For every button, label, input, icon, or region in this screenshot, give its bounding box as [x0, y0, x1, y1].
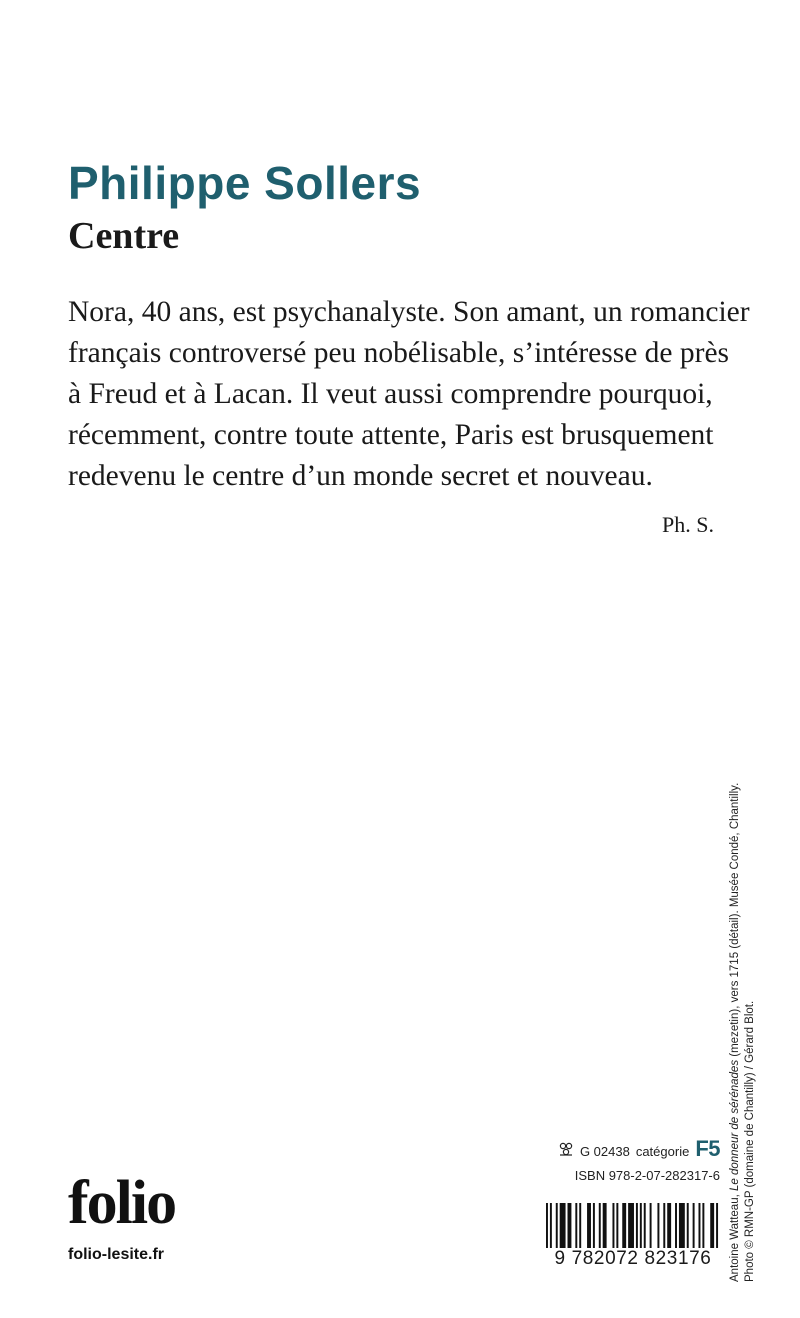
signature: Ph. S.: [662, 512, 714, 537]
barcode-digits: 9 782072 823176: [546, 1248, 720, 1270]
barcode-bar: [667, 1203, 671, 1253]
barcode-bar: [710, 1203, 714, 1253]
blurb-line: Nora, 40 ans, est psychanalyste. Son amant, un romancier: [68, 296, 750, 328]
barcode-bar: [593, 1203, 595, 1253]
barcode-bar: [560, 1203, 566, 1253]
isbn: ISBN 978-2-07-282317-6: [574, 1168, 720, 1183]
blurb-line: récemment, contre toute attente, Paris est brusquement: [68, 419, 714, 451]
paper-origin-icon: [558, 1141, 574, 1157]
barcode-bar: [687, 1203, 689, 1253]
barcode-bar: [679, 1203, 685, 1253]
barcode-bar: [587, 1203, 591, 1253]
credits-artwork-details: (mezetin), vers 1715 (détail). Musée Condé, Chantilly.: [729, 782, 741, 1060]
barcode-bar: [640, 1203, 642, 1253]
barcode-bar: [698, 1203, 700, 1253]
barcode-bar: [616, 1203, 618, 1253]
image-credits: [728, 722, 758, 1282]
category-label: catégorie: [635, 1144, 690, 1159]
catalog-code-row: [534, 1136, 720, 1162]
barcode-bar: [556, 1203, 558, 1253]
barcode-bar: [579, 1203, 581, 1253]
catalog-info: [534, 1136, 720, 1183]
barcode-bar: [599, 1203, 601, 1253]
credits-line-2: Photo © RMN-GP (domaine de Chantilly) / Gérard Blot.: [744, 1000, 756, 1282]
barcode-bar: [575, 1203, 577, 1253]
credits-artist: Antoine Watteau,: [729, 1191, 741, 1282]
barcode-bar: [657, 1203, 659, 1253]
blurb-line: redevenu le centre d’un monde secret et nouveau.: [68, 460, 653, 492]
barcode-bar: [568, 1203, 572, 1253]
barcode-bar: [693, 1203, 695, 1253]
barcode-bar: [675, 1203, 677, 1253]
credits-line-1: [728, 722, 743, 1282]
barcode-bar: [716, 1203, 718, 1253]
book-title: Centre: [68, 215, 180, 257]
blurb-line: à Freud et à Lacan. Il veut aussi comprendre pourquoi,: [68, 378, 713, 410]
barcode-bar: [612, 1203, 614, 1253]
barcode-bar: [628, 1203, 634, 1253]
barcode-bar: [663, 1203, 665, 1253]
blurb-line: français controversé peu nobélisable, s’intéresse de près: [68, 337, 730, 369]
barcode-bar: [622, 1203, 626, 1253]
barcode-bar: [546, 1203, 548, 1253]
blurb: [68, 292, 750, 497]
category-code: F5: [695, 1136, 720, 1161]
barcode-bar: [702, 1203, 704, 1253]
credits-artwork-title: Le donneur de sérénades: [729, 1059, 741, 1191]
author-name: Philippe Sollers: [68, 157, 422, 209]
publisher-logo: folio: [68, 1169, 176, 1237]
publisher-website[interactable]: folio-lesite.fr: [68, 1246, 165, 1263]
barcode-bar: [636, 1203, 638, 1253]
barcode-bar: [644, 1203, 646, 1253]
barcode-bar: [603, 1203, 607, 1253]
catalog-code: G 02438: [579, 1144, 630, 1159]
barcode-bar: [650, 1203, 652, 1253]
barcode-bar: [550, 1203, 552, 1253]
barcode: [546, 1203, 720, 1253]
